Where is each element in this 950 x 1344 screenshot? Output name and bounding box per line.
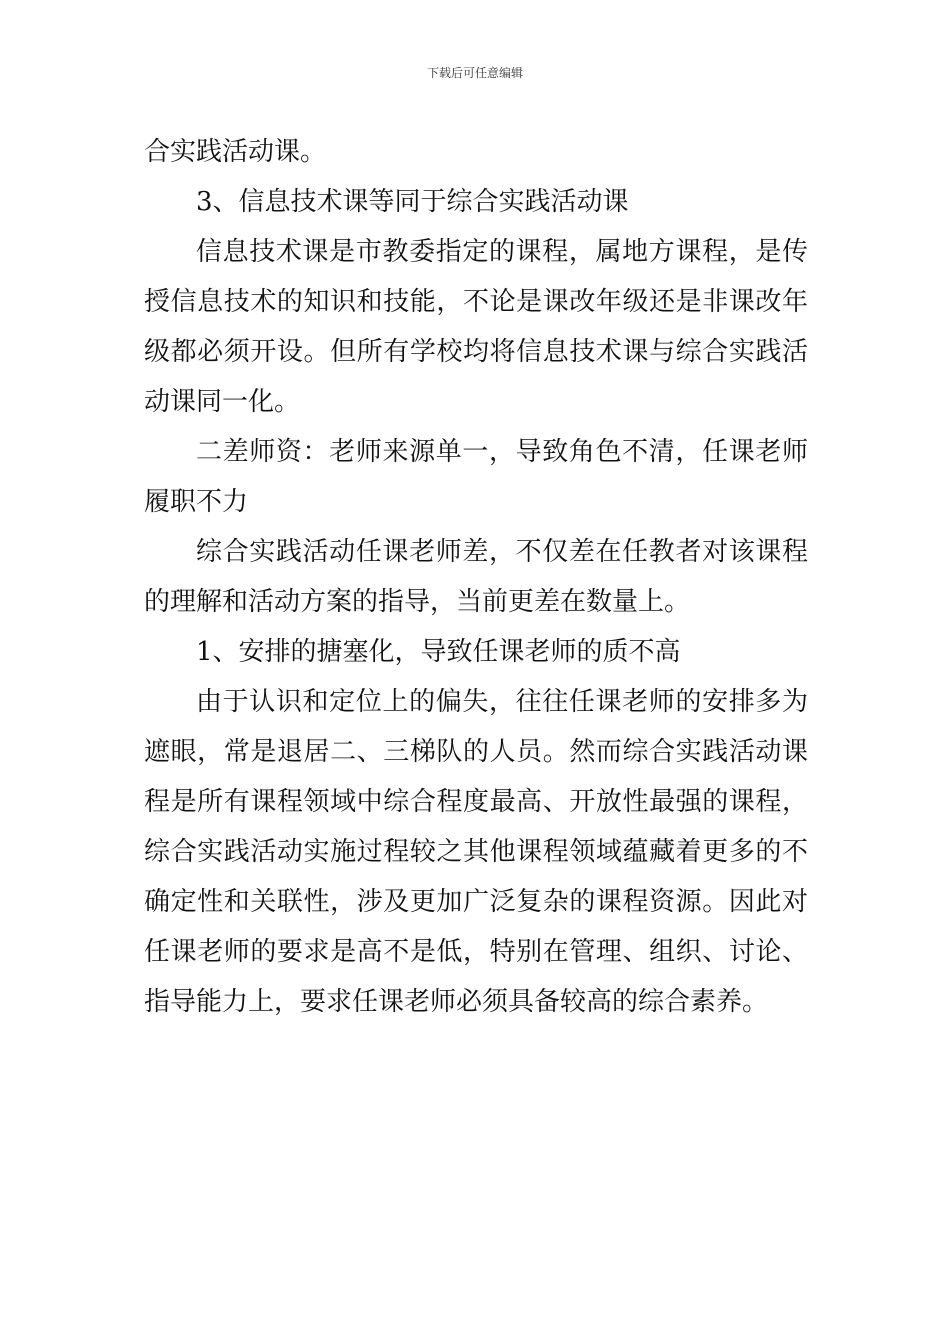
page-header: 下载后可任意编辑: [426, 66, 523, 80]
paragraph-teacher-shortage: 综合实践活动任课老师差，不仅差在任教者对该课程的理解和活动方案的指导，当前更差在数量上。: [144, 537, 808, 617]
paragraph-teacher-quality: 由于认识和定位上的偏失，往往任课老师的安排多为遮眼，常是退居二、三梯队的人员。然而综合实践活动课程是所有课程领域中综合程度最高、开放性最强的课程，综合实践活动实施过程较之其他课程领域蕴藏着更多的不确定性和关联性，涉及更加广泛复杂的课程资源。因此对任课老师的要求是高不是低，特别在管理、组织、讨论、指导能力上，要求任课老师必须具备较高的综合素养。: [144, 687, 808, 1017]
heading-item-1: 1、安排的搪塞化，导致任课老师的质不高: [196, 637, 681, 667]
document-body: [144, 127, 808, 1027]
section-heading-teachers: 二差师资：老师来源单一，导致角色不清，任课老师履职不力: [144, 437, 808, 517]
paragraph-it-course: 信息技术课是市教委指定的课程，属地方课程，是传授信息技术的知识和技能，不论是课改年级还是非课改年级都必须开设。但所有学校均将信息技术课与综合实践活动课同一化。: [144, 237, 808, 417]
paragraph-continuation: 合实践活动课。: [144, 137, 327, 167]
heading-item-3: 3、信息技术课等同于综合实践活动课: [196, 187, 629, 217]
